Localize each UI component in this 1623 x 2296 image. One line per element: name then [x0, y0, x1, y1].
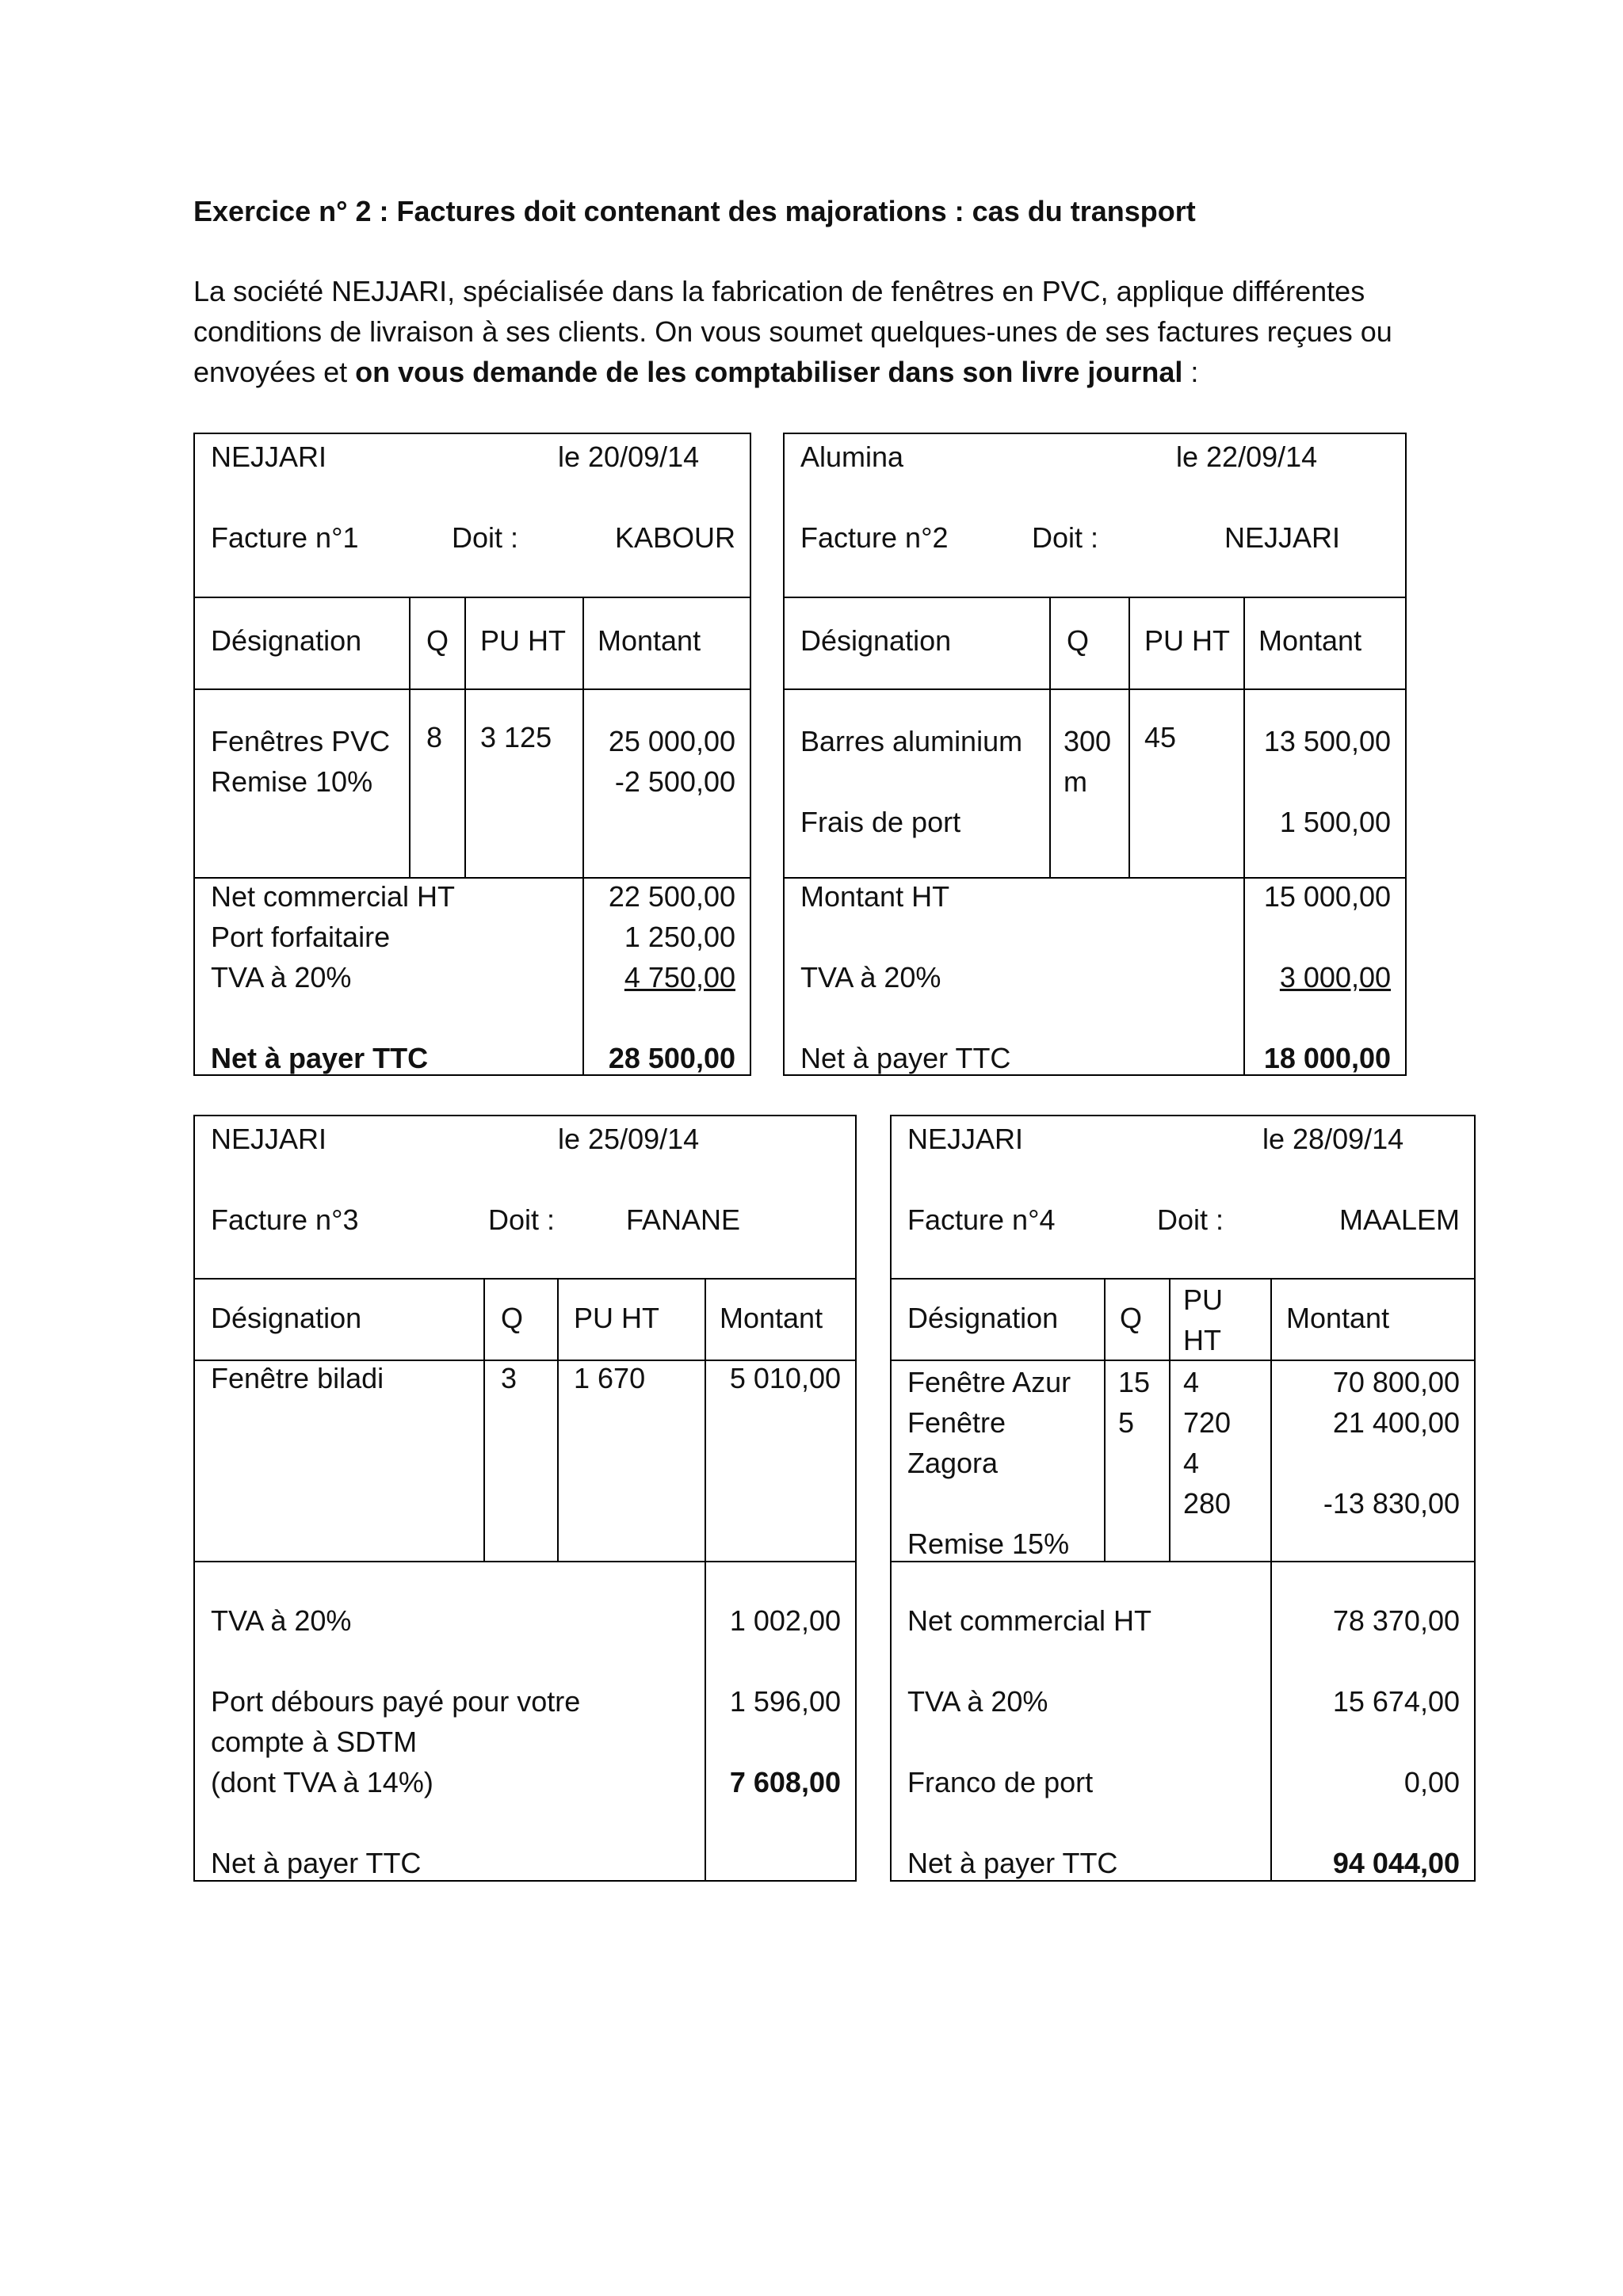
item-unit-price: 280 [1183, 1487, 1232, 1520]
invoice-2 [783, 433, 1407, 1076]
item-quantity: 15 [1118, 1366, 1151, 1398]
invoice-number: Facture n°1 [211, 521, 359, 554]
item-amount: 5 010,00 [729, 1362, 841, 1394]
total-label: TVA à 20% [800, 961, 941, 994]
invoice-doit-label: Doit : [452, 521, 519, 554]
item-unit-price: 4 [1183, 1366, 1200, 1398]
total-label: Net à payer TTC [211, 1042, 429, 1074]
item-quantity: 5 [1118, 1406, 1135, 1439]
intro-end: : [1182, 356, 1199, 388]
col-header-designation: Désignation [800, 624, 952, 657]
total-label: Net à payer TTC [907, 1847, 1118, 1879]
item-unit-price: 45 [1144, 721, 1177, 753]
col-header-designation: Désignation [211, 1302, 362, 1334]
exercise-intro [193, 271, 1430, 392]
invoice-issuer: NEJJARI [211, 441, 327, 473]
item-amount: 13 500,00 [1263, 725, 1391, 757]
total-label: TVA à 20% [211, 1604, 352, 1637]
invoice-3 [193, 1115, 857, 1882]
item-designation: Remise 15% [907, 1527, 1070, 1560]
item-designation: Fenêtre [907, 1406, 1006, 1439]
total-value: 78 370,00 [1332, 1604, 1460, 1637]
invoice-date: le 25/09/14 [558, 1123, 700, 1155]
invoice-number: Facture n°4 [907, 1203, 1056, 1236]
item-designation: Frais de port [800, 806, 961, 838]
invoice-client: NEJJARI [1224, 521, 1341, 554]
item-amount: -13 830,00 [1323, 1487, 1460, 1520]
item-unit-price: 1 670 [574, 1362, 646, 1394]
total-label: Net commercial HT [211, 880, 456, 913]
exercise-title: Exercice n° 2 : Factures doit contenant des majorations : cas du transport [193, 195, 1196, 227]
total-label: TVA à 20% [907, 1685, 1048, 1718]
col-header-q: Q [501, 1302, 524, 1334]
invoice-date: le 28/09/14 [1262, 1123, 1404, 1155]
col-header-pu: PU HT [480, 624, 566, 657]
item-amount: 25 000,00 [608, 725, 735, 757]
invoice-number: Facture n°3 [211, 1203, 359, 1236]
invoice-doit-label: Doit : [1157, 1203, 1224, 1236]
total-value: 3 000,00 [1279, 961, 1391, 994]
total-value: 22 500,00 [608, 880, 735, 913]
col-header-pu: PU [1183, 1283, 1224, 1316]
item-designation: Fenêtres PVC [211, 725, 391, 757]
invoice-number: Facture n°2 [800, 521, 949, 554]
col-header-pu: PU HT [574, 1302, 659, 1334]
col-header-montant: Montant [720, 1302, 823, 1334]
invoice-1 [193, 433, 751, 1076]
col-header-q: Q [1120, 1302, 1143, 1334]
total-label: Net à payer TTC [800, 1042, 1011, 1074]
col-header-designation: Désignation [211, 624, 362, 657]
col-header-pu: HT [1183, 1324, 1221, 1356]
total-value: 94 044,00 [1332, 1847, 1460, 1879]
item-quantity: 8 [426, 721, 443, 753]
total-label: Franco de port [907, 1766, 1094, 1798]
col-header-montant: Montant [1258, 624, 1362, 657]
item-amount: 21 400,00 [1332, 1406, 1460, 1439]
item-designation: Zagora [907, 1447, 999, 1479]
total-label: Montant HT [800, 880, 950, 913]
invoice-date: le 20/09/14 [558, 441, 700, 473]
item-designation: Barres aluminium [800, 725, 1023, 757]
invoice-client: MAALEM [1338, 1203, 1460, 1236]
item-unit-price: 720 [1183, 1406, 1232, 1439]
total-value: 0,00 [1403, 1766, 1460, 1798]
item-amount: -2 500,00 [614, 765, 735, 798]
invoice-4 [890, 1115, 1476, 1882]
item-quantity-unit: m [1064, 765, 1087, 798]
total-value: 1 250,00 [624, 921, 735, 953]
col-header-montant: Montant [1286, 1302, 1390, 1334]
invoice-client: FANANE [626, 1203, 741, 1236]
total-label: Port débours payé pour votre [211, 1685, 581, 1718]
total-label: Port forfaitaire [211, 921, 391, 953]
total-value: 15 674,00 [1332, 1685, 1460, 1718]
total-value: 1 002,00 [729, 1604, 841, 1637]
item-designation: Fenêtre biladi [211, 1362, 384, 1394]
total-value: 18 000,00 [1263, 1042, 1391, 1074]
total-value: 1 596,00 [729, 1685, 841, 1718]
total-value: 15 000,00 [1263, 880, 1391, 913]
col-header-q: Q [1067, 624, 1090, 657]
invoice-date: le 22/09/14 [1176, 441, 1318, 473]
invoice-doit-label: Doit : [488, 1203, 556, 1236]
invoice-issuer: Alumina [800, 441, 904, 473]
item-quantity: 300 [1064, 725, 1112, 757]
invoice-doit-label: Doit : [1032, 521, 1099, 554]
total-value: 7 608,00 [729, 1766, 841, 1798]
item-designation: Remise 10% [211, 765, 373, 798]
item-designation: Fenêtre Azur [907, 1366, 1071, 1398]
col-header-pu: PU HT [1144, 624, 1230, 657]
total-label: compte à SDTM [211, 1726, 418, 1758]
total-label: TVA à 20% [211, 961, 352, 994]
intro-bold: on vous demande de les comptabiliser dans son livre journal [355, 356, 1183, 388]
total-value: 28 500,00 [608, 1042, 735, 1074]
col-header-q: Q [426, 624, 449, 657]
item-amount: 1 500,00 [1279, 806, 1391, 838]
item-quantity: 3 [501, 1362, 517, 1394]
item-amount: 70 800,00 [1332, 1366, 1460, 1398]
col-header-designation: Désignation [907, 1302, 1059, 1334]
total-label: Net à payer TTC [211, 1847, 422, 1879]
total-label: Net commercial HT [907, 1604, 1152, 1637]
col-header-montant: Montant [598, 624, 701, 657]
invoice-issuer: NEJJARI [211, 1123, 327, 1155]
item-unit-price: 4 [1183, 1447, 1200, 1479]
total-label: (dont TVA à 14%) [211, 1766, 433, 1798]
intro-text: La société NEJJARI, spécialisée dans la fabrication de fenêtres en PVC, applique différentes conditions de livraison à ses clients. On vous soumet quelques-unes de ses factures reçues ou envoyées et [193, 275, 1392, 388]
total-value: 4 750,00 [624, 961, 735, 994]
item-unit-price: 3 125 [480, 721, 552, 753]
invoice-client: KABOUR [614, 521, 735, 554]
invoice-issuer: NEJJARI [907, 1123, 1024, 1155]
